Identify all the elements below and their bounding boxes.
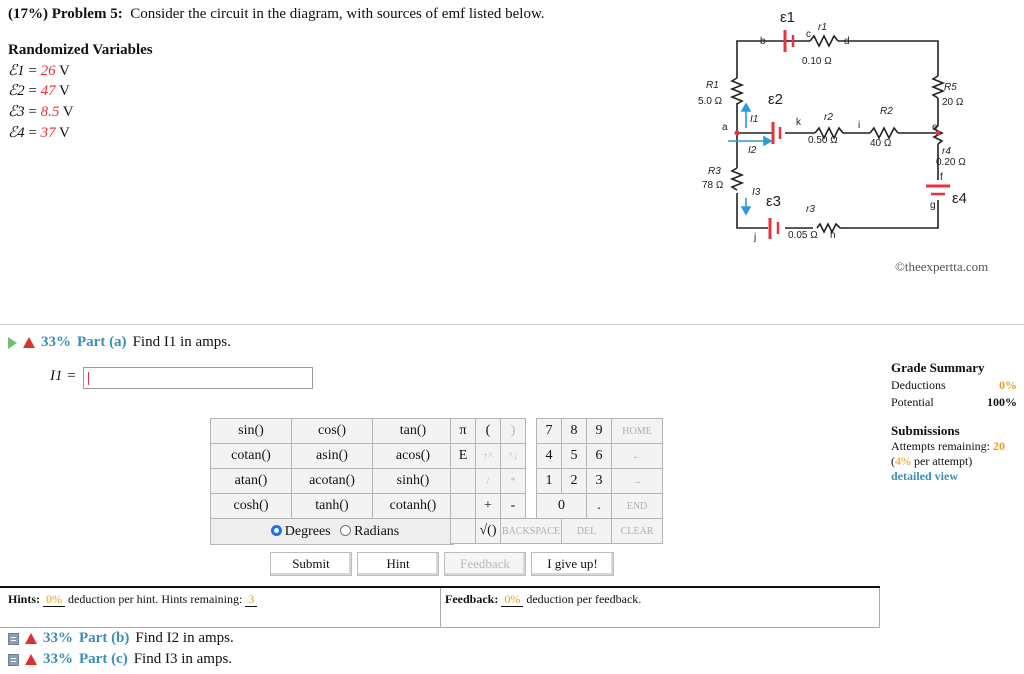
emf-4-unit: V bbox=[55, 125, 70, 141]
label-R3-value: 78 Ω bbox=[702, 180, 724, 191]
grade-summary-heading: Grade Summary bbox=[891, 360, 985, 375]
key-atan[interactable]: atan() bbox=[211, 469, 292, 494]
node-f: f bbox=[940, 172, 943, 183]
warning-icon bbox=[25, 654, 37, 665]
hints-label: Hints: bbox=[8, 592, 41, 606]
emf-1-symbol: ℰ1 bbox=[8, 63, 25, 79]
label-e1: ε1 bbox=[780, 9, 796, 26]
key-blank bbox=[451, 469, 476, 494]
key-0[interactable]: 0 bbox=[537, 494, 587, 519]
deductions-value: 0% bbox=[999, 378, 1017, 392]
label-r2-value: 0.50 Ω bbox=[808, 135, 838, 146]
feedback-text: deduction per feedback. bbox=[526, 592, 642, 606]
circuit-diagram bbox=[690, 8, 980, 248]
potential-row bbox=[891, 395, 1017, 410]
equals-sign: = bbox=[24, 83, 41, 99]
part-b-question: Find I2 in amps. bbox=[135, 630, 234, 646]
key-sin[interactable]: sin() bbox=[211, 419, 292, 444]
node-i: i bbox=[858, 120, 861, 131]
degrees-radio[interactable] bbox=[271, 525, 282, 536]
emf-3-value: 8.5 bbox=[40, 104, 60, 120]
label-r4: r4 bbox=[942, 146, 951, 157]
part-c-percent: 33% bbox=[43, 651, 73, 667]
node-j: j bbox=[754, 232, 757, 243]
node-e: e bbox=[932, 122, 938, 133]
key-cotanh[interactable]: cotanh() bbox=[373, 494, 454, 519]
label-r3-value: 0.05 Ω bbox=[788, 230, 818, 241]
key-blank bbox=[451, 519, 476, 544]
key-4[interactable]: 4 bbox=[537, 444, 562, 469]
label-e3: ε3 bbox=[766, 193, 782, 210]
emf-4-symbol: ℰ4 bbox=[8, 125, 25, 141]
keypad-gap bbox=[526, 444, 537, 469]
emf-3-symbol: ℰ3 bbox=[8, 104, 25, 120]
key-5[interactable]: 5 bbox=[562, 444, 587, 469]
submissions-heading: Submissions bbox=[891, 423, 960, 438]
part-b-label: Part (b) bbox=[79, 630, 130, 646]
key-cotan[interactable]: cotan() bbox=[211, 444, 292, 469]
label-R5-value: 20 Ω bbox=[942, 97, 964, 108]
node-k: k bbox=[796, 117, 801, 128]
node-g: g bbox=[930, 200, 936, 211]
per-attempt-row bbox=[891, 454, 1017, 469]
problem-title bbox=[8, 6, 545, 23]
battery-e2 bbox=[773, 122, 780, 144]
feedback-label: Feedback: bbox=[445, 592, 499, 606]
label-R1-value: 5.0 Ω bbox=[698, 96, 723, 107]
part-c-question: Find I3 in amps. bbox=[133, 651, 233, 667]
node-h: h bbox=[830, 230, 836, 241]
key-sinh[interactable]: sinh() bbox=[373, 469, 454, 494]
key-asin[interactable]: asin() bbox=[292, 444, 373, 469]
problem-percent: (17%) bbox=[8, 6, 48, 22]
part-a-header[interactable] bbox=[8, 334, 231, 351]
key-backspace[interactable]: BACKSPACE bbox=[501, 519, 562, 544]
label-r1: r1 bbox=[818, 22, 827, 33]
left-arrow-icon[interactable]: ← bbox=[612, 444, 663, 469]
answer-input[interactable] bbox=[83, 367, 313, 389]
label-r1-value: 0.10 Ω bbox=[802, 56, 832, 67]
randomized-variables-heading: Randomized Variables bbox=[8, 42, 153, 58]
right-arrow-icon[interactable]: → bbox=[612, 469, 663, 494]
problem-text: Consider the circuit in the diagram, with sources of emf listed below. bbox=[130, 6, 545, 22]
label-I3: I3 bbox=[752, 187, 761, 198]
part-a-percent: 33% bbox=[41, 334, 71, 350]
key-divide[interactable]: / bbox=[476, 469, 501, 494]
document-icon bbox=[8, 654, 19, 666]
key-cos[interactable]: cos() bbox=[292, 419, 373, 444]
numeric-keypad bbox=[450, 418, 663, 544]
part-a-label: Part (a) bbox=[77, 334, 127, 350]
grade-summary bbox=[891, 360, 1017, 410]
key-home[interactable]: HOME bbox=[612, 419, 663, 444]
label-R2-value: 40 Ω bbox=[870, 138, 892, 149]
feedback-button[interactable]: Feedback bbox=[444, 552, 526, 576]
text-cursor bbox=[88, 372, 89, 385]
key-lparen[interactable]: ( bbox=[476, 419, 501, 444]
per-attempt-pct: 4% bbox=[895, 454, 911, 468]
key-clear[interactable]: CLEAR bbox=[612, 519, 663, 544]
attempts-row bbox=[891, 439, 1017, 454]
function-keypad bbox=[210, 418, 454, 545]
open-paren: ( bbox=[891, 454, 895, 468]
problem-number: Problem 5: bbox=[51, 6, 123, 22]
key-dot[interactable]: . bbox=[587, 494, 612, 519]
submissions bbox=[891, 423, 1017, 484]
radians-radio[interactable] bbox=[340, 525, 351, 536]
key-del[interactable]: DEL bbox=[562, 519, 612, 544]
key-blank bbox=[451, 494, 476, 519]
part-b-header[interactable] bbox=[8, 630, 234, 647]
key-end[interactable]: END bbox=[612, 494, 663, 519]
emf-4-line bbox=[8, 123, 70, 142]
divider bbox=[440, 588, 441, 627]
attempts-value: 20 bbox=[992, 439, 1005, 453]
equals-sign: = bbox=[24, 104, 41, 120]
divider bbox=[0, 627, 880, 628]
equals-sign: = bbox=[24, 63, 41, 79]
key-e[interactable]: E bbox=[451, 444, 476, 469]
equals-sign: = bbox=[24, 125, 41, 141]
battery-e3 bbox=[770, 218, 778, 239]
potential-value: 100% bbox=[987, 395, 1017, 409]
radians-label: Radians bbox=[354, 523, 400, 539]
divider bbox=[879, 588, 880, 627]
circuit-wires bbox=[732, 36, 943, 232]
document-icon bbox=[8, 633, 19, 645]
key-pi[interactable]: π bbox=[451, 419, 476, 444]
attempts-label: Attempts remaining: bbox=[891, 439, 990, 453]
label-r4-value: 0.20 Ω bbox=[936, 157, 966, 168]
keypad-gap bbox=[526, 494, 537, 519]
key-plus[interactable]: + bbox=[476, 494, 501, 519]
label-R3: R3 bbox=[708, 166, 721, 177]
emf-1-unit: V bbox=[55, 63, 70, 79]
key-2[interactable]: 2 bbox=[562, 469, 587, 494]
emf-2-line bbox=[8, 81, 70, 100]
feedback-pct: 0% bbox=[501, 592, 523, 607]
hints-pct: 0% bbox=[43, 592, 65, 607]
play-icon[interactable] bbox=[8, 337, 17, 349]
part-c-header[interactable] bbox=[8, 651, 232, 668]
divider bbox=[0, 324, 1024, 325]
emf-1-line bbox=[8, 61, 70, 80]
angle-mode bbox=[211, 519, 454, 545]
degrees-label: Degrees bbox=[284, 523, 331, 539]
label-e4: ε4 bbox=[952, 190, 968, 207]
key-9[interactable]: 9 bbox=[587, 419, 612, 444]
label-r3: r3 bbox=[806, 204, 815, 215]
key-acos[interactable]: acos() bbox=[373, 444, 454, 469]
label-I1: I1 bbox=[750, 114, 759, 125]
give-up-button[interactable]: I give up! bbox=[531, 552, 614, 576]
key-up[interactable]: ↑^ bbox=[476, 444, 501, 469]
emf-2-value: 47 bbox=[40, 83, 56, 99]
detailed-view-link[interactable]: detailed view bbox=[891, 469, 958, 483]
hints-remaining: 3 bbox=[245, 592, 257, 607]
key-1[interactable]: 1 bbox=[537, 469, 562, 494]
per-attempt-label: per attempt) bbox=[914, 454, 973, 468]
potential-label: Potential bbox=[891, 395, 934, 409]
emf-2-unit: V bbox=[55, 83, 70, 99]
part-a-question: Find I1 in amps. bbox=[132, 334, 231, 350]
key-rparen[interactable]: ) bbox=[501, 419, 526, 444]
keypad-gap bbox=[526, 419, 537, 444]
emf-2-symbol: ℰ2 bbox=[8, 83, 25, 99]
circuit-labels bbox=[698, 9, 967, 243]
node-a: a bbox=[722, 122, 728, 133]
key-acotan[interactable]: acotan() bbox=[292, 469, 373, 494]
node-d: d bbox=[844, 36, 850, 47]
key-7[interactable]: 7 bbox=[537, 419, 562, 444]
key-down[interactable]: ^↓ bbox=[501, 444, 526, 469]
key-sqrt[interactable]: √() bbox=[476, 519, 501, 544]
hints-text: deduction per hint. Hints remaining: bbox=[68, 592, 243, 606]
keypad-gap bbox=[526, 469, 537, 494]
warning-icon bbox=[23, 337, 35, 348]
key-cosh[interactable]: cosh() bbox=[211, 494, 292, 519]
emf-1-value: 26 bbox=[40, 63, 56, 79]
emf-3-unit: V bbox=[59, 104, 74, 120]
key-3[interactable]: 3 bbox=[587, 469, 612, 494]
key-tan[interactable]: tan() bbox=[373, 419, 454, 444]
warning-icon bbox=[25, 633, 37, 644]
label-e2: ε2 bbox=[768, 91, 784, 108]
emf-3-line bbox=[8, 102, 74, 121]
feedback-info bbox=[445, 592, 641, 607]
answer-label: I1 = bbox=[50, 368, 77, 384]
submit-button[interactable]: Submit bbox=[270, 552, 352, 576]
key-minus[interactable]: - bbox=[501, 494, 526, 519]
emf-4-value: 37 bbox=[40, 125, 56, 141]
battery-e4 bbox=[926, 186, 950, 194]
label-R1: R1 bbox=[706, 80, 719, 91]
node-c: c bbox=[806, 29, 811, 40]
hint-button[interactable]: Hint bbox=[357, 552, 439, 576]
copyright: ©theexpertta.com bbox=[895, 259, 989, 274]
key-6[interactable]: 6 bbox=[587, 444, 612, 469]
label-R5: R5 bbox=[944, 82, 957, 93]
part-c-label: Part (c) bbox=[79, 651, 128, 667]
part-b-percent: 33% bbox=[43, 630, 73, 646]
node-b: b bbox=[760, 36, 766, 47]
key-tanh[interactable]: tanh() bbox=[292, 494, 373, 519]
label-r2: r2 bbox=[824, 112, 833, 123]
label-R2: R2 bbox=[880, 106, 893, 117]
hints-info bbox=[8, 592, 257, 607]
deductions-label: Deductions bbox=[891, 378, 946, 392]
deductions-row bbox=[891, 378, 1017, 393]
key-8[interactable]: 8 bbox=[562, 419, 587, 444]
label-I2: I2 bbox=[748, 145, 757, 156]
key-multiply[interactable]: * bbox=[501, 469, 526, 494]
